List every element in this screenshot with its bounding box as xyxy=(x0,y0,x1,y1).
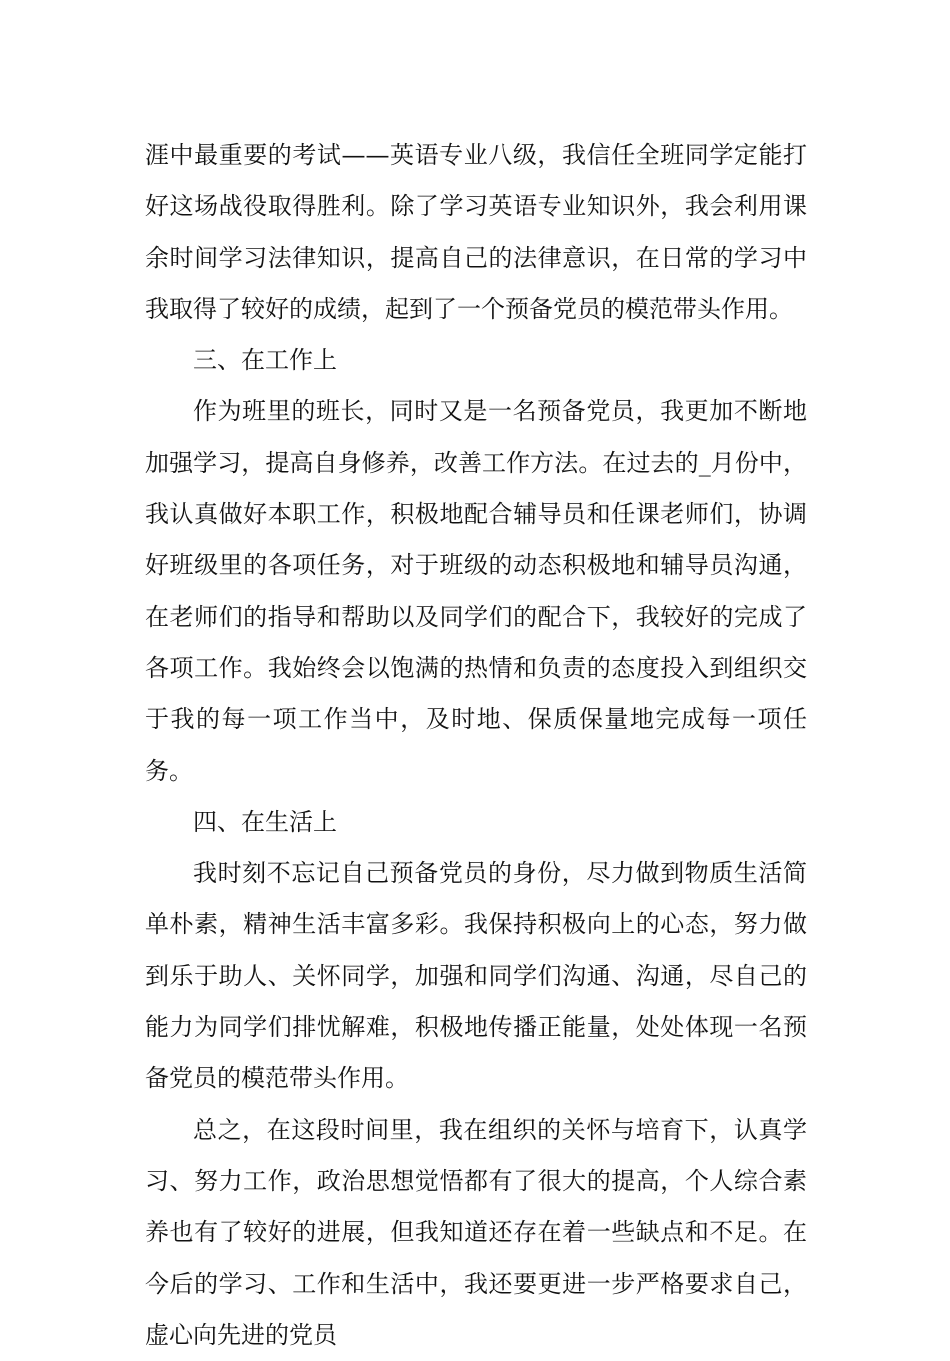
section-heading-work: 三、在工作上 xyxy=(193,346,337,375)
section-heading-life: 四、在生活上 xyxy=(193,807,337,836)
paragraph-continuation: 涯中最重要的考试——英语专业八级，我信任全班同学定能打好这场战役取得胜利。除了学习英语专业知识外，我会利用课余时间学习法律知识，提高自己的法律意识，在日常的学习中我取得了较好的成绩，起到了一个预备党员的模范带头作用。 xyxy=(145,141,807,323)
paragraph-summary: 总之，在这段时间里，我在组织的关怀与培育下，认真学习、努力工作，政治思想觉悟都有了很大的提高，个人综合素养也有了较好的进展，但我知道还存在着一些缺点和不足。在今后的学习、工作和生活中，我还要更进一步严格要求自己，虚心向先进的党员 xyxy=(145,1115,807,1349)
paragraph-work: 作为班里的班长，同时又是一名预备党员，我更加不断地加强学习，提高自身修养，改善工作方法。在过去的_月份中，我认真做好本职工作，积极地配合辅导员和任课老师们，协调好班级里的各项任务，对于班级的动态积极地和辅导员沟通，在老师们的指导和帮助以及同学们的配合下，我较好的完成了各项工作。我始终会以饱满的热情和负责的态度投入到组织交于我的每一项工作当中，及时地、保质保量地完成每一项任务。 xyxy=(145,397,807,785)
paragraph-life: 我时刻不忘记自己预备党员的身份，尽力做到物质生活简单朴素，精神生活丰富多彩。我保持积极向上的心态，努力做到乐于助人、关怀同学，加强和同学们沟通、沟通，尽自己的能力为同学们排忧解难，积极地传播正能量，处处体现一名预备党员的模范带头作用。 xyxy=(145,859,807,1093)
document-body xyxy=(145,130,807,1361)
